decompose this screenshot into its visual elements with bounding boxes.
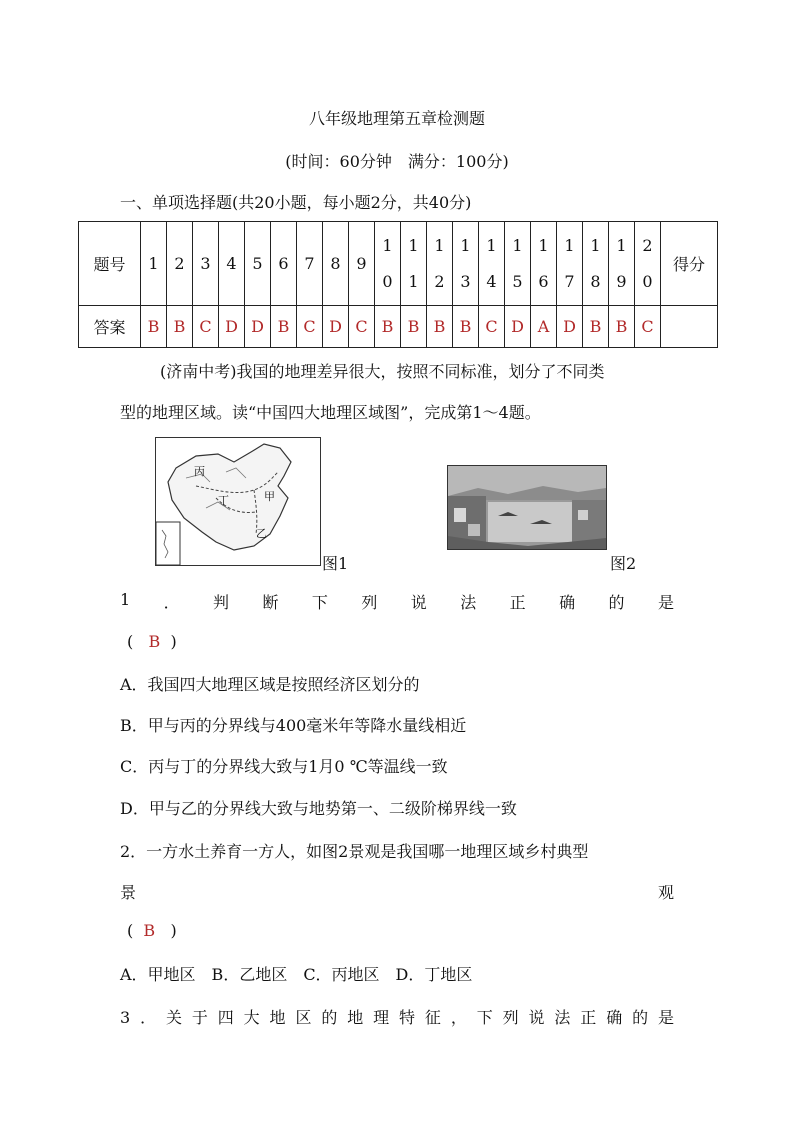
answer-cell: B (453, 306, 479, 348)
answer-mark: B (143, 921, 156, 940)
question-number-cell: 1 9 (609, 222, 635, 306)
question-number-cell: 1 0 (375, 222, 401, 306)
answer-cell: C (193, 306, 219, 348)
question-number-cell: 2 0 (635, 222, 661, 306)
stem-char: 列 (361, 593, 378, 612)
question-number-cell: 5 (245, 222, 271, 306)
answer-cell: B (427, 306, 453, 348)
figure-1-label: 图1 (322, 554, 349, 573)
header-label-cell: 题号 (79, 222, 141, 306)
question-number-cell: 1 2 (427, 222, 453, 306)
intro-line-1: (济南中考)我国的地理差异很大，按照不同标准，划分了不同类 (160, 362, 605, 381)
question-1-answer: ( B ) (127, 632, 177, 651)
answer-cell: B (375, 306, 401, 348)
score-label-cell: 得分 (661, 222, 718, 306)
region-label-ding: 丁 (218, 494, 229, 507)
question-number-cell: 1 (141, 222, 167, 306)
region-label-jia: 甲 (264, 490, 275, 503)
answer-cell: D (245, 306, 271, 348)
stem-char: 下 (311, 593, 328, 612)
question-2-answer: ( B ) (127, 921, 177, 940)
stem-char: 判 (213, 593, 230, 612)
answer-cell: B (271, 306, 297, 348)
answer-cell: B (583, 306, 609, 348)
figure-2-label: 图2 (610, 554, 637, 573)
answer-cell: B (401, 306, 427, 348)
table-header-row (79, 222, 718, 306)
question-number-cell: 4 (219, 222, 245, 306)
stem-char: ． (163, 593, 180, 612)
water-town-landscape-image (447, 465, 607, 550)
china-regions-map (155, 437, 321, 566)
region-label-bing: 丙 (194, 465, 205, 478)
score-value-cell[interactable] (661, 306, 718, 348)
question-2-stem-continued: 景 观 (120, 883, 674, 902)
question-1-option-b: B．甲与丙的分界线与400毫米年等降水量线相近 (120, 716, 467, 735)
answer-cell: D (219, 306, 245, 348)
question-2-stem: 2．一方水土养育一方人，如图2景观是我国哪一地理区域乡村典型 (120, 842, 589, 861)
question-1-option-c: C．丙与丁的分界线大致与1月0 ℃等温线一致 (120, 757, 448, 776)
answer-cell: B (141, 306, 167, 348)
question-1-option-a: A．我国四大地理区域是按照经济区划分的 (120, 675, 420, 694)
question-number-cell: 1 8 (583, 222, 609, 306)
question-number-cell: 2 (167, 222, 193, 306)
answer-cell: C (635, 306, 661, 348)
question-number-cell: 3 (193, 222, 219, 306)
question-1-stem (120, 590, 674, 613)
region-label-yi: 乙 (256, 527, 267, 540)
question-1-option-d: D．甲与乙的分界线大致与地势第一、二级阶梯界线一致 (120, 799, 517, 818)
section-heading: 一、单项选择题(共20小题，每小题2分，共40分) (120, 193, 472, 212)
answer-label-cell: 答案 (79, 306, 141, 348)
answer-table (78, 221, 718, 348)
table-answer-row (79, 306, 718, 348)
answer-cell: D (323, 306, 349, 348)
stem-char: 的 (608, 593, 625, 612)
question-number-cell: 8 (323, 222, 349, 306)
answer-cell: C (349, 306, 375, 348)
answer-cell: D (557, 306, 583, 348)
question-number-cell: 6 (271, 222, 297, 306)
question-number-cell: 1 3 (453, 222, 479, 306)
question-number-cell: 1 1 (401, 222, 427, 306)
stem-char: 正 (509, 593, 526, 612)
answer-cell: C (297, 306, 323, 348)
stem-char: 法 (460, 593, 477, 612)
stem-char: 说 (410, 593, 427, 612)
answer-mark: B (148, 632, 161, 651)
answer-cell: B (167, 306, 193, 348)
question-number-cell: 7 (297, 222, 323, 306)
answer-cell: B (609, 306, 635, 348)
question-2-options: A．甲地区 B．乙地区 C．丙地区 D．丁地区 (120, 965, 473, 984)
stem-char: 确 (559, 593, 576, 612)
intro-line-2: 型的地理区域。读“中国四大地理区域图”，完成第1～4题。 (120, 403, 541, 422)
answer-cell: A (531, 306, 557, 348)
stem-char: 断 (262, 593, 279, 612)
page-title: 八年级地理第五章检测题 (308, 109, 485, 128)
question-3-stem: 3．关于四大地区的地理特征，下列说法正确的是 (120, 1008, 674, 1027)
question-number-cell: 9 (349, 222, 375, 306)
stem-char: 是 (657, 593, 674, 612)
question-number-cell: 1 7 (557, 222, 583, 306)
question-number-cell: 1 6 (531, 222, 557, 306)
page-subtitle: (时间：60分钟 满分：100分) (285, 152, 509, 171)
answer-cell: C (479, 306, 505, 348)
answer-cell: D (505, 306, 531, 348)
question-number-cell: 1 5 (505, 222, 531, 306)
question-number-cell: 1 4 (479, 222, 505, 306)
stem-char: 1 (120, 590, 131, 609)
